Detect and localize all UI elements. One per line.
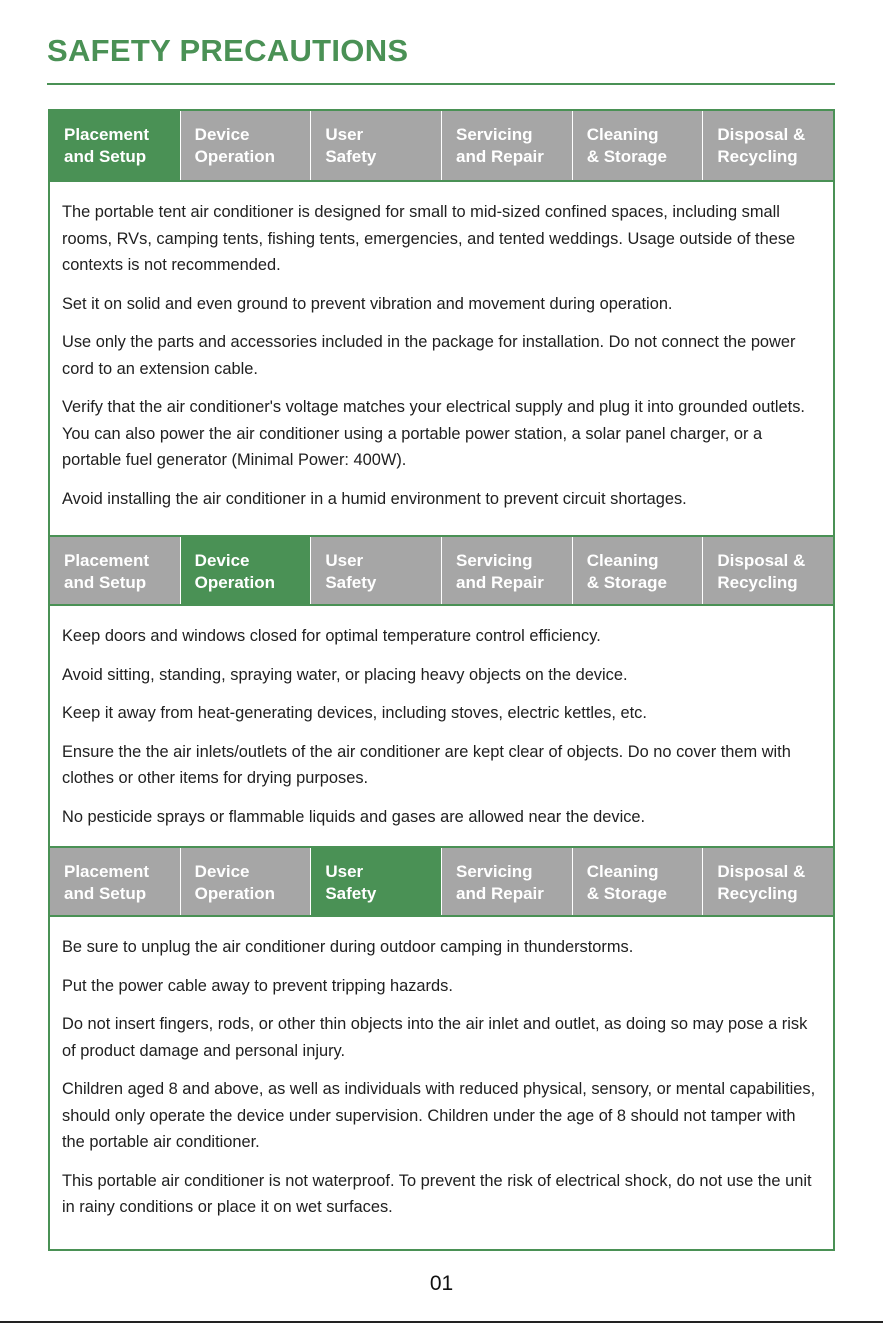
tab-bar-placement [50, 111, 833, 182]
tab-bar-user-safety [50, 846, 833, 917]
tab-label-line2: Operation [194, 884, 275, 903]
tab-label-line1: Cleaning [586, 551, 659, 570]
tab-servicing-and-repair[interactable] [442, 537, 573, 604]
paragraph: Set it on solid and even ground to prevent vibration and movement during operation. [62, 294, 673, 313]
paragraph: Verify that the air conditioner's voltage matches your electrical supply and plug it into grounded outlets. You can also power the air conditioner using a portable power station, a solar panel charger, or a portable fuel generator (Minimal Power: 400W). [62, 398, 805, 469]
tab-label-line2: and Repair [456, 884, 544, 903]
tab-user-safety[interactable] [311, 111, 442, 180]
tab-label-line1: Placement [64, 125, 150, 144]
tab-label-line2: & Storage [586, 573, 667, 592]
tab-disposal-and-recycling[interactable] [703, 111, 833, 180]
paragraph: Put the power cable away to prevent tripping hazards. [62, 976, 453, 995]
tab-label-line1: Servicing [456, 125, 533, 144]
tab-label-line2: Recycling [717, 573, 798, 592]
tab-device-operation[interactable] [181, 537, 312, 604]
tab-label-line1: Placement [64, 551, 150, 570]
paragraph: No pesticide sprays or flammable liquids and gases are allowed near the device. [62, 807, 646, 826]
tab-label-line2: and Setup [64, 147, 147, 166]
tab-label-line1: User [325, 551, 364, 570]
section-placement-content [50, 182, 833, 535]
page-number: 01 [429, 1272, 454, 1295]
tab-label-line1: Servicing [456, 551, 533, 570]
tab-cleaning-and-storage[interactable] [573, 111, 704, 180]
tab-label-line2: Recycling [717, 884, 798, 903]
tab-label-line2: Safety [325, 884, 377, 903]
tab-label-line2: Safety [325, 573, 377, 592]
tab-label-line2: Operation [194, 573, 275, 592]
tab-label-line1: Disposal & [717, 125, 806, 144]
tab-label-line1: Device [194, 125, 250, 144]
tab-label-line1: Device [194, 551, 250, 570]
tab-label-line2: and Repair [456, 573, 544, 592]
tab-label-line2: and Setup [64, 573, 147, 592]
paragraph: Keep it away from heat-generating devices, including stoves, electric kettles, etc. [62, 704, 647, 722]
tab-user-safety[interactable] [311, 848, 442, 915]
tab-label-line2: & Storage [586, 147, 667, 166]
bottom-divider [0, 1321, 883, 1323]
tab-placement-and-setup[interactable] [50, 111, 181, 180]
tab-label-line2: Safety [325, 147, 377, 166]
tab-label-line1: Cleaning [586, 125, 659, 144]
tab-label-line2: & Storage [586, 884, 667, 903]
paragraph: Do not insert fingers, rods, or other thin objects into the air inlet and outlet, as doing so may pose a risk of product damage and personal injury. [62, 1015, 808, 1060]
paragraph: Ensure the the air inlets/outlets of the air conditioner are kept clear of objects. Do no cover them with clothes or other items for drying purposes. [62, 742, 791, 787]
tab-disposal-and-recycling[interactable] [703, 848, 833, 915]
tab-device-operation[interactable] [181, 848, 312, 915]
tab-label-line1: User [325, 125, 364, 144]
tab-bar-operation [50, 535, 833, 606]
title-divider [47, 83, 835, 85]
paragraph: Children aged 8 and above, as well as individuals with reduced physical, sensory, or mental capabilities, should only operate the device under supervision. Children under the age of 8 should not tamper with the portable air conditioner. [62, 1080, 816, 1151]
paragraph: Avoid sitting, standing, spraying water, or placing heavy objects on the device. [62, 665, 628, 684]
paragraph: Be sure to unplug the air conditioner during outdoor camping in thunderstorms. [62, 938, 634, 956]
tab-label-line1: Servicing [456, 862, 533, 881]
tab-servicing-and-repair[interactable] [442, 111, 573, 180]
tab-label-line1: Cleaning [586, 862, 659, 881]
tab-label-line1: Disposal & [717, 862, 806, 881]
paragraph: Use only the parts and accessories included in the package for installation. Do not connect the power cord to an extension cable. [62, 333, 796, 378]
paragraph: Keep doors and windows closed for optimal temperature control efficiency. [62, 627, 601, 645]
precautions-frame [48, 109, 835, 1251]
tab-label-line2: Recycling [717, 147, 798, 166]
tab-label-line1: Placement [64, 862, 150, 881]
tab-placement-and-setup[interactable] [50, 848, 181, 915]
tab-cleaning-and-storage[interactable] [573, 848, 704, 915]
paragraph: The portable tent air conditioner is designed for small to mid-sized confined spaces, including small rooms, RVs, camping tents, fishing tents, emergencies, and tented weddings. Usage outside of these contexts is not recommended. [62, 203, 796, 274]
page-title: SAFETY PRECAUTIONS [47, 33, 409, 68]
paragraph: Avoid installing the air conditioner in a humid environment to prevent circuit shortages. [62, 489, 687, 508]
tab-label-line1: User [325, 862, 364, 881]
section-user-safety-content [50, 917, 833, 1221]
tab-placement-and-setup[interactable] [50, 537, 181, 604]
tab-label-line1: Device [194, 862, 250, 881]
tab-label-line2: and Setup [64, 884, 147, 903]
tab-device-operation[interactable] [181, 111, 312, 180]
tab-disposal-and-recycling[interactable] [703, 537, 833, 604]
tab-label-line2: and Repair [456, 147, 544, 166]
section-operation-content [50, 606, 833, 846]
tab-label-line1: Disposal & [717, 551, 806, 570]
tab-servicing-and-repair[interactable] [442, 848, 573, 915]
paragraph: This portable air conditioner is not waterproof. To prevent the risk of electrical shock, do not use the unit in rainy conditions or place it on wet surfaces. [62, 1171, 812, 1216]
tab-user-safety[interactable] [311, 537, 442, 604]
tab-cleaning-and-storage[interactable] [573, 537, 704, 604]
tab-label-line2: Operation [194, 147, 275, 166]
